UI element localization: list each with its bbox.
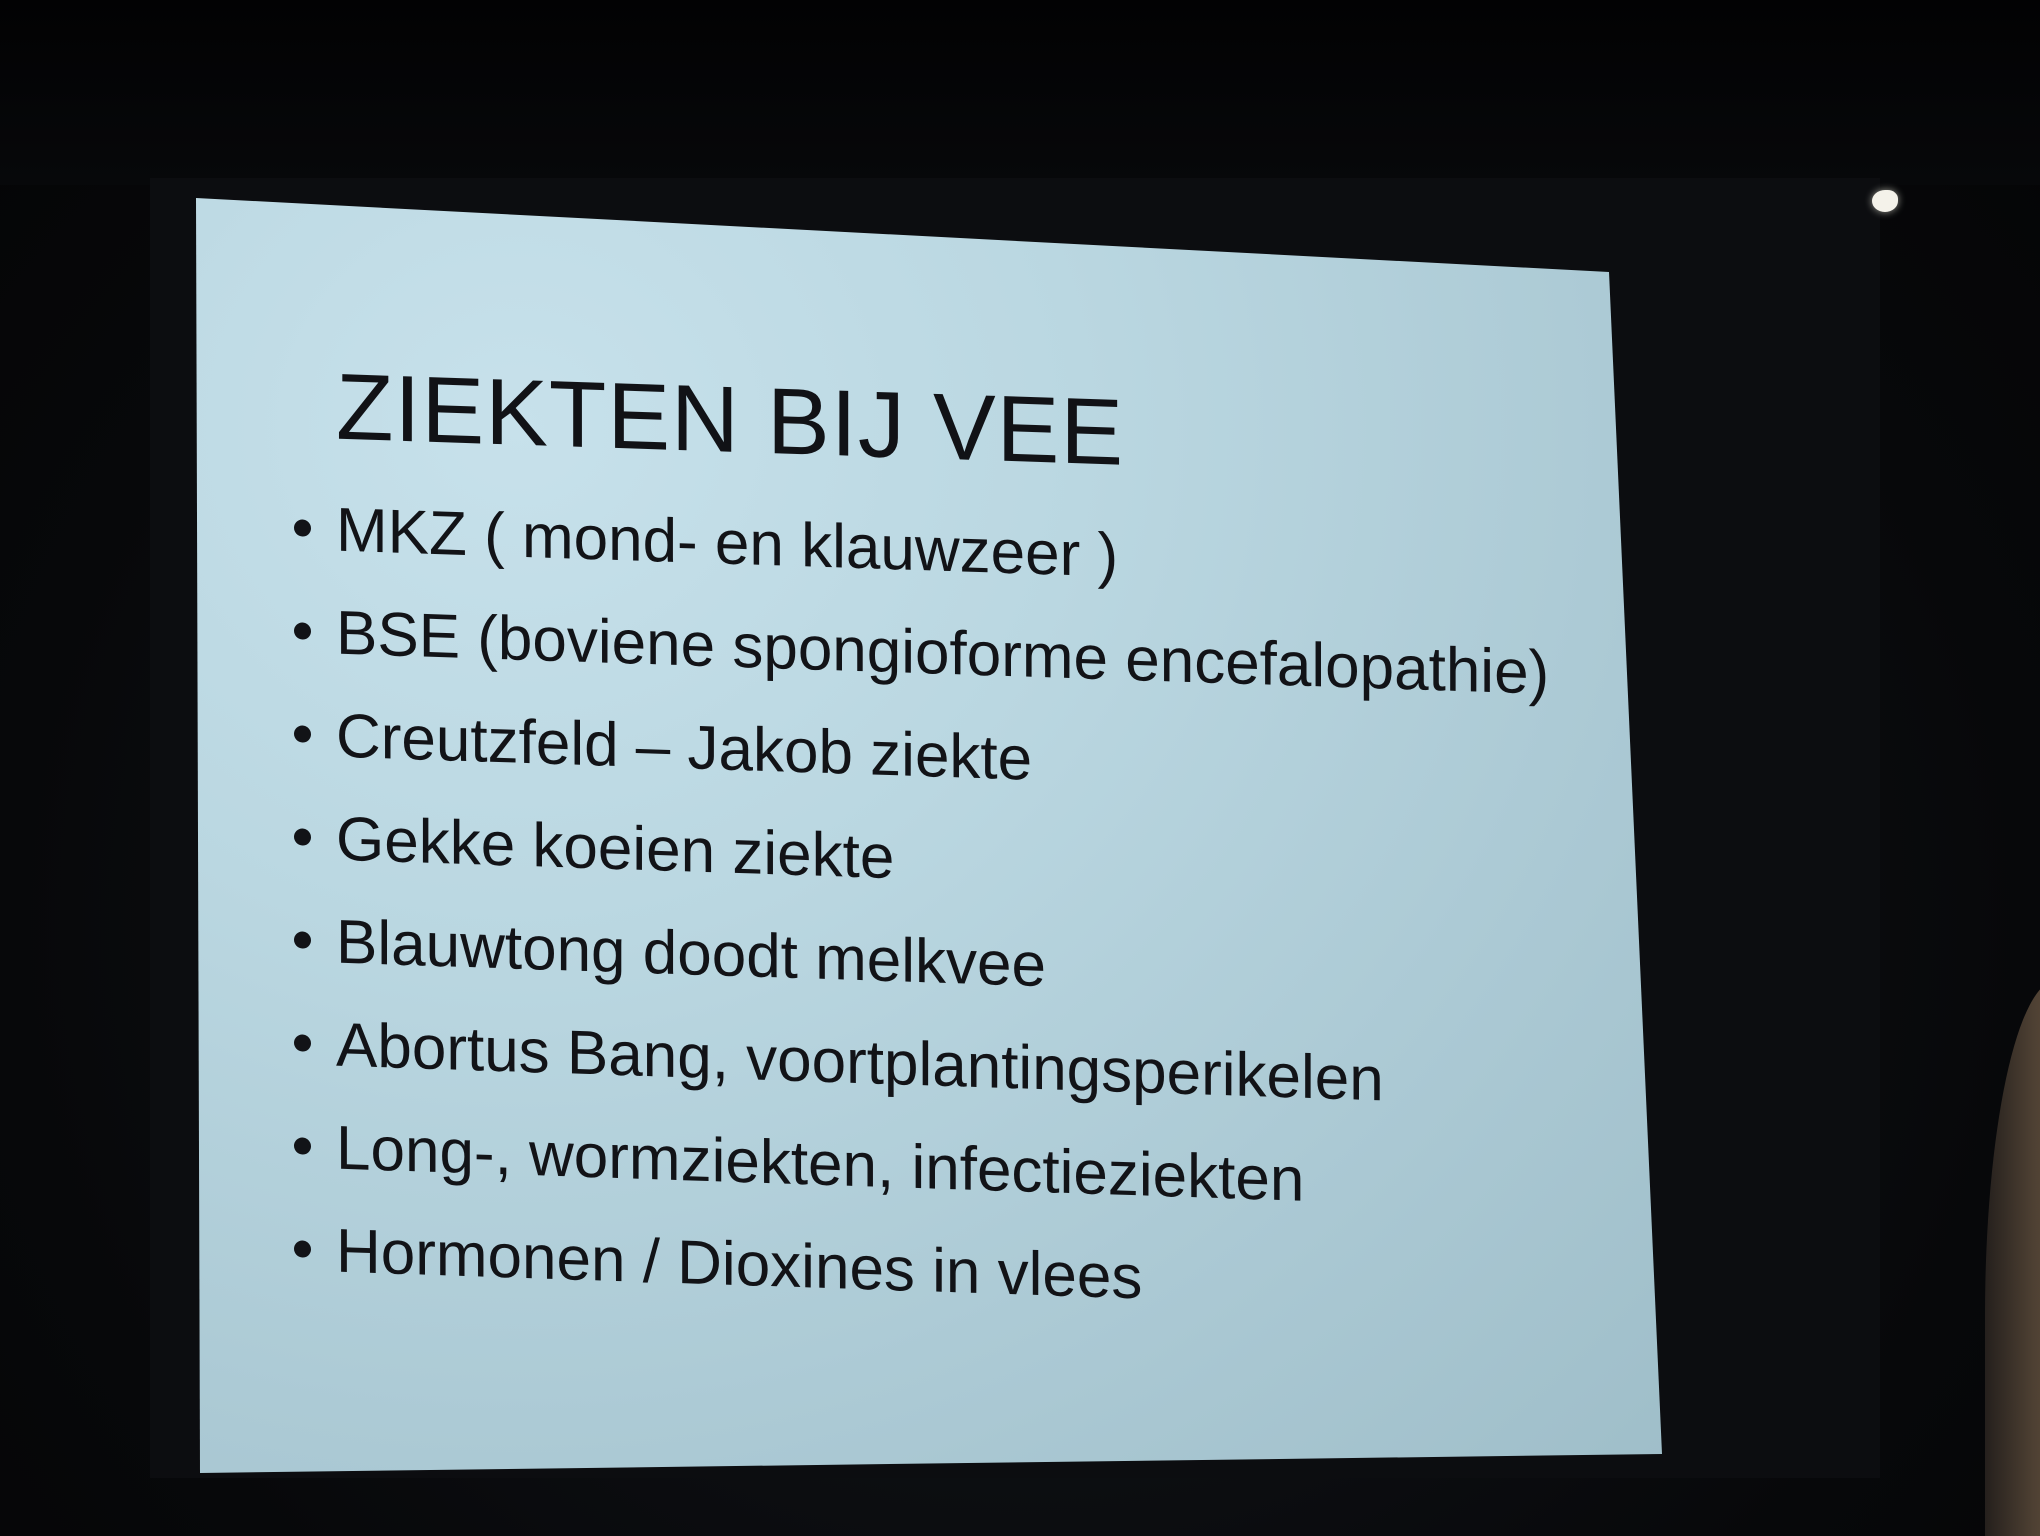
- bullet-text: Abortus Bang, voortplantingsperikelen: [336, 1010, 1384, 1115]
- bullet-text: Hormonen / Dioxines in vlees: [336, 1216, 1143, 1313]
- bullet-dot-icon: [294, 1240, 311, 1258]
- bullet-dot-icon: [294, 519, 311, 537]
- ceiling-dark-band: [0, 0, 2040, 185]
- bullet-text: Creutzfeld – Jakob ziekte: [336, 701, 1033, 794]
- bullet-dot-icon: [294, 622, 311, 640]
- bullet-dot-icon: [294, 828, 311, 846]
- bullet-text: Blauwtong doodt melkvee: [336, 907, 1047, 1001]
- bullet-text: BSE (boviene spongioforme encefalopathie): [336, 598, 1550, 708]
- bullet-dot-icon: [294, 1137, 311, 1155]
- slide-content: [196, 198, 1662, 1522]
- bullet-dot-icon: [294, 725, 311, 743]
- side-wall-glow: [1985, 980, 2040, 1536]
- bullet-text: MKZ ( mond- en klauwzeer ): [336, 495, 1119, 591]
- bullet-text: Gekke koeien ziekte: [336, 804, 895, 893]
- ceiling-light: [1872, 190, 1898, 212]
- bullet-dot-icon: [294, 931, 311, 949]
- bullet-list: [294, 489, 1549, 1355]
- bullet-text: Long-, wormziekten, infectieziekten: [336, 1113, 1305, 1215]
- slide-title: ZIEKTEN BIJ VEE: [336, 353, 1125, 485]
- bullet-dot-icon: [294, 1034, 311, 1052]
